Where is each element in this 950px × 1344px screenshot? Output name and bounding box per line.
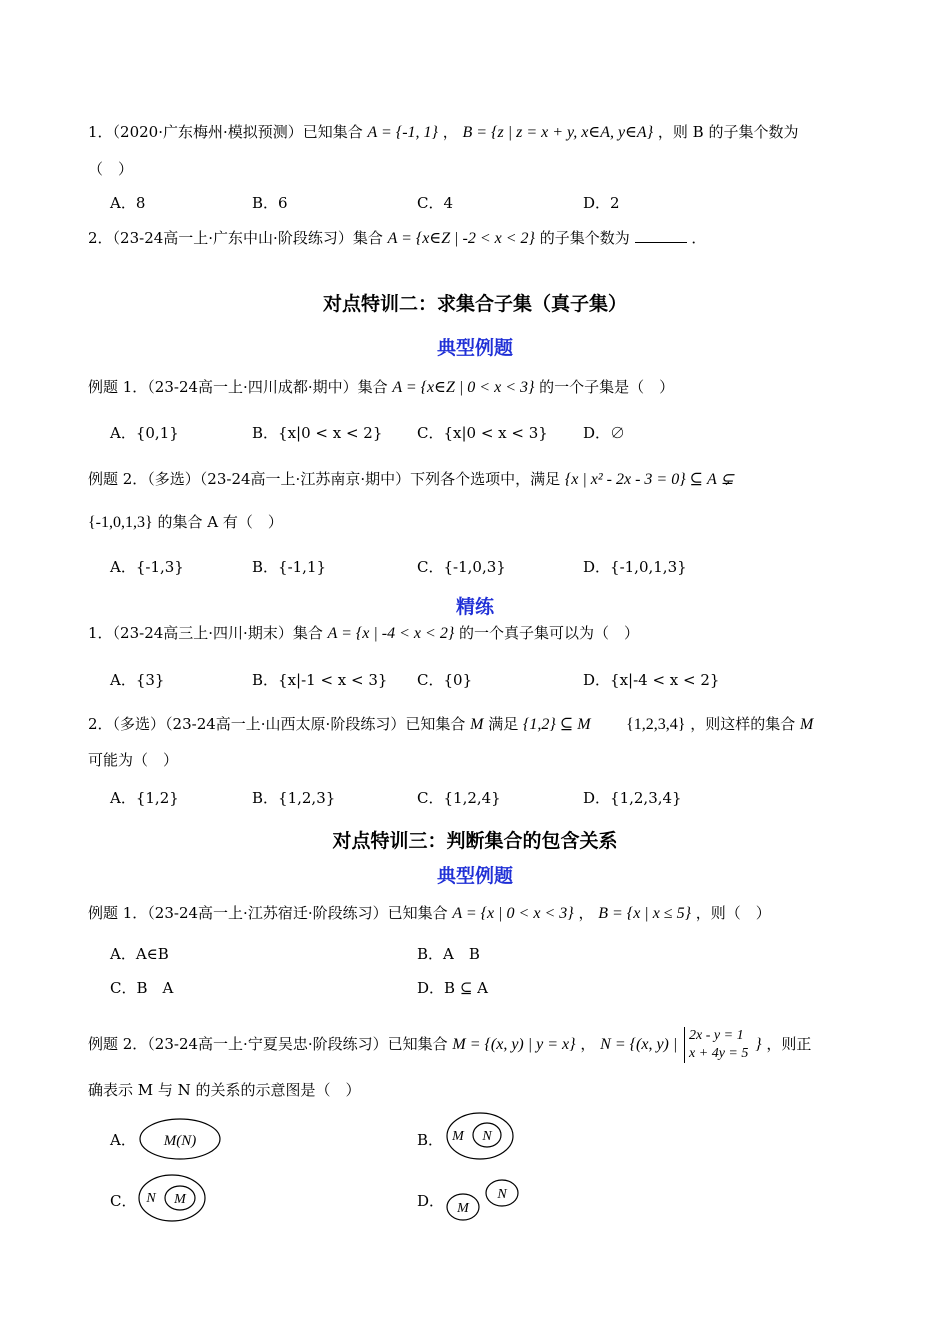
- p2-mid: 满足: [488, 715, 519, 733]
- p2-var-m-2: M: [800, 716, 814, 733]
- section2-title: 对点特训二：求集合子集（真子集）: [322, 293, 627, 315]
- p1-stem-suffix: 的一个真子集可以为（ ）: [459, 624, 640, 642]
- ex4-option-c-inner: M: [174, 1192, 186, 1207]
- q1-option-a[interactable]: A．8: [110, 194, 146, 212]
- p2-stem: [88, 713, 880, 736]
- p1-set-a: A = {x | -4 < x < 2}: [327, 625, 455, 642]
- q1-paren: （ ）: [88, 160, 134, 178]
- p1-option-b[interactable]: B．{x|-1 < x < 3}: [252, 671, 388, 689]
- ex4-stem-line2: 确表示 M 与 N 的关系的示意图是（ ）: [88, 1081, 361, 1099]
- ex3-option-c[interactable]: C．B A: [110, 979, 174, 997]
- q1-comma: ，: [442, 123, 458, 141]
- p2-stem-line2: 可能为（ ）: [88, 751, 179, 769]
- q1-option-b[interactable]: B．6: [252, 194, 288, 212]
- ex4-option-a-diagram[interactable]: [136, 1114, 226, 1164]
- ex3-set-b: B = {x | x ≤ 5}: [598, 905, 691, 922]
- ex2-line2-text: 的集合 A 有（ ）: [157, 513, 283, 531]
- p2-relation: {1,2} ⊆ M: [523, 716, 591, 733]
- ex4-option-b-diagram[interactable]: [444, 1110, 518, 1162]
- ex4-option-d-right: N: [497, 1187, 507, 1202]
- ex3-option-d[interactable]: D．B ⊆ A: [417, 979, 488, 997]
- ex4-option-b-label[interactable]: B．: [417, 1131, 444, 1149]
- p2-stem-prefix: 2．（多选）（23-24高一上·山西太原·阶段练习）已知集合: [88, 715, 466, 733]
- ex1-option-b[interactable]: B．{x|0 < x < 2}: [252, 424, 383, 442]
- q2-stem: [88, 227, 880, 250]
- ex1-stem-suffix: 的一个子集是（ ）: [539, 378, 675, 396]
- ex3-stem-prefix: 例题 1．（23-24高一上·江苏宿迁·阶段练习）已知集合: [88, 904, 448, 922]
- ex4-comma: ，: [580, 1035, 596, 1053]
- ex3-stem: [88, 902, 880, 925]
- ex4-option-d-diagram[interactable]: [444, 1177, 524, 1223]
- p2-superset: {1,2,3,4}: [626, 716, 686, 733]
- section3-title: 对点特训三：判断集合的包含关系: [332, 830, 618, 852]
- ex2-stem-line2: [88, 511, 880, 534]
- ex2-option-a[interactable]: A．{-1,3}: [110, 558, 184, 576]
- ex4-option-c-diagram[interactable]: [136, 1172, 210, 1224]
- ex1-option-d[interactable]: D．∅: [583, 424, 626, 442]
- ex4-equation-2: x + 4y = 5: [689, 1046, 749, 1061]
- q1-stem-prefix: 1．（2020·广东梅州·模拟预测）已知集合: [88, 123, 363, 141]
- q1-set-b: B = {z | z = x + y, x∈A, y∈A}: [462, 124, 654, 141]
- section3-typical-heading: 典型例题: [436, 865, 513, 887]
- ex4-option-b-outer: M: [452, 1129, 464, 1144]
- q1-stem: [88, 121, 880, 144]
- ex4-equation-1: 2x - y = 1: [689, 1028, 744, 1043]
- q2-set-a: A = {x∈Z | -2 < x < 2}: [387, 230, 535, 247]
- q2-answer-blank[interactable]: [635, 228, 687, 243]
- q1-stem-suffix: ，则 B 的子集个数为: [657, 123, 799, 141]
- q2-stem-suffix: 的子集个数为: [539, 229, 630, 247]
- p2-stem-suffix: ，则这样的集合: [690, 715, 796, 733]
- ex3-comma: ，: [578, 904, 594, 922]
- ex4-system-of-equations: [684, 1027, 748, 1063]
- ex4-stem: [88, 1027, 880, 1063]
- ex1-stem: [88, 376, 880, 399]
- ex2-superset: {-1,0,1,3}: [88, 514, 153, 531]
- ex1-set-a: A = {x∈Z | 0 < x < 3}: [392, 379, 535, 396]
- section2-practice-heading: 精练: [455, 596, 494, 618]
- q2-stem-prefix: 2．（23-24高一上·广东中山·阶段练习）集合: [88, 229, 383, 247]
- q1-option-d[interactable]: D．2: [583, 194, 620, 212]
- ex4-option-a-label[interactable]: A．: [110, 1131, 136, 1149]
- ex4-option-b-inner: N: [482, 1129, 492, 1144]
- ex2-option-c[interactable]: C．{-1,0,3}: [417, 558, 506, 576]
- ex4-option-a-text: M(N): [163, 1133, 197, 1149]
- p2-option-d[interactable]: D．{1,2,3,4}: [583, 789, 682, 807]
- ex4-stem-prefix: 例题 2．（23-24高一上·宁夏吴忠·阶段练习）已知集合: [88, 1035, 448, 1053]
- ex1-option-c[interactable]: C．{x|0 < x < 3}: [417, 424, 548, 442]
- p1-option-d[interactable]: D．{x|-4 < x < 2}: [583, 671, 720, 689]
- ex4-option-c-label[interactable]: C．: [110, 1192, 137, 1210]
- ex4-set-n-right: }: [755, 1036, 762, 1053]
- p1-option-a[interactable]: A．{3}: [110, 671, 165, 689]
- p2-option-a[interactable]: A．{1,2}: [110, 789, 179, 807]
- ex1-stem-prefix: 例题 1．（23-24高一上·四川成都·期中）集合: [88, 378, 388, 396]
- ex2-option-b[interactable]: B．{-1,1}: [252, 558, 327, 576]
- ex2-set-condition: {x | x² - 2x - 3 = 0} ⊆ A ⊊: [564, 471, 734, 488]
- p2-var-m: M: [470, 716, 484, 733]
- ex4-set-n-left: N = {(x, y) |: [600, 1036, 678, 1053]
- ex1-option-a[interactable]: A．{0,1}: [110, 424, 179, 442]
- ex4-option-c-outer: N: [146, 1191, 156, 1206]
- ex3-set-a: A = {x | 0 < x < 3}: [452, 905, 574, 922]
- q1-set-a: A = {-1, 1}: [367, 124, 438, 141]
- ex3-option-b[interactable]: B．A B: [417, 945, 480, 963]
- ex4-option-d-label[interactable]: D．: [417, 1192, 445, 1210]
- p1-stem: [88, 622, 880, 645]
- p2-option-b[interactable]: B．{1,2,3}: [252, 789, 336, 807]
- q1-option-c[interactable]: C．4: [417, 194, 454, 212]
- ex3-stem-suffix: ，则（ ）: [695, 904, 771, 922]
- ex3-option-a[interactable]: A．A∈B: [110, 945, 169, 963]
- p1-stem-prefix: 1．（23-24高三上·四川·期末）集合: [88, 624, 323, 642]
- ex2-stem-prefix: 例题 2．（多选）（23-24高一上·江苏南京·期中）下列各个选项中，满足: [88, 470, 561, 488]
- section2-typical-heading: 典型例题: [436, 337, 513, 359]
- ex4-set-m: M = {(x, y) | y = x}: [452, 1036, 576, 1053]
- ex4-stem-suffix: ，则正: [766, 1035, 812, 1053]
- ex2-stem: [88, 468, 880, 491]
- p1-option-c[interactable]: C．{0}: [417, 671, 473, 689]
- ex2-option-d[interactable]: D．{-1,0,1,3}: [583, 558, 687, 576]
- p2-option-c[interactable]: C．{1,2,4}: [417, 789, 501, 807]
- ex4-option-d-left: M: [457, 1201, 469, 1216]
- q2-end: ．: [691, 229, 707, 247]
